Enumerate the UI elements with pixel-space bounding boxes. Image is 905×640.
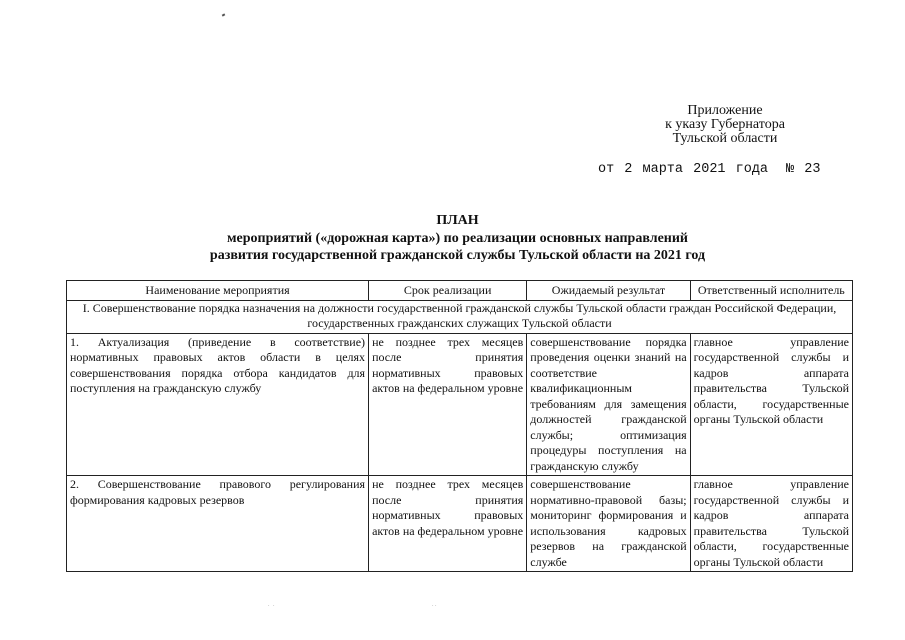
row-activity: 2. Совершенствование правового регулирования формирования кадровых резервов — [67, 476, 369, 572]
table-row — [67, 333, 853, 476]
row-term: не позднее трех месяцев после принятия нормативных правовых актов на федеральном уровне — [369, 333, 527, 476]
section-title: I. Совершенствование порядка назначения на должности государственной гражданской службы Тульской области граждан Российской Федерации, государственных гражданских служащих Тульской области — [67, 300, 853, 333]
decree-number: № 23 — [786, 162, 821, 177]
plan-subtitle-line-1: мероприятий («дорожная карта») по реализации основных направлений — [227, 231, 688, 246]
table-header-row — [67, 281, 853, 301]
appendix-block — [600, 104, 850, 146]
plan-subtitle-line-2: развития государственной гражданской службы Тульской области на 2021 год — [209, 248, 706, 263]
decree-date-number — [598, 162, 820, 177]
decree-date: от 2 марта 2021 года — [598, 162, 769, 177]
table-row — [67, 476, 853, 572]
row-executor: главное управление государственной службы и кадров аппарата правительства Тульской области, государственные органы Тульской области — [690, 476, 852, 572]
header-term: Срок реализации — [369, 281, 527, 301]
header-result: Ожидаемый результат — [527, 281, 690, 301]
plan-title: ПЛАН — [436, 213, 479, 228]
appendix-line-1: Приложение — [687, 103, 763, 118]
section-row — [67, 300, 853, 333]
appendix-line-2: к указу Губернатора — [665, 117, 785, 132]
appendix-line-3: Тульской области — [672, 131, 778, 146]
row-result: совершенствование нормативно-правовой базы; мониторинг формирования и использования кадровых резервов на гражданской службе — [527, 476, 690, 572]
row-term: не позднее трех месяцев после принятия нормативных правовых актов на федеральном уровне — [369, 476, 527, 572]
header-executor: Ответственный исполнитель — [690, 281, 852, 301]
header-activity: Наименование мероприятия — [67, 281, 369, 301]
scan-speck: . . — [268, 602, 276, 608]
scan-speck — [222, 13, 226, 16]
row-result: совершенствование порядка проведения оценки знаний на соответствие квалификационным требованиям для замещения должностей гражданской службы; оптимизация процедуры поступления на гражданскую службу — [527, 333, 690, 476]
scan-speck: . . — [432, 602, 437, 608]
plan-table — [66, 280, 853, 572]
row-executor: главное управление государственной службы и кадров аппарата правительства Тульской области, государственные органы Тульской области — [690, 333, 852, 476]
row-activity: 1. Актуализация (приведение в соответствие) нормативных правовых актов области в целях совершенствования порядка отбора кандидатов для поступления на гражданскую службу — [67, 333, 369, 476]
